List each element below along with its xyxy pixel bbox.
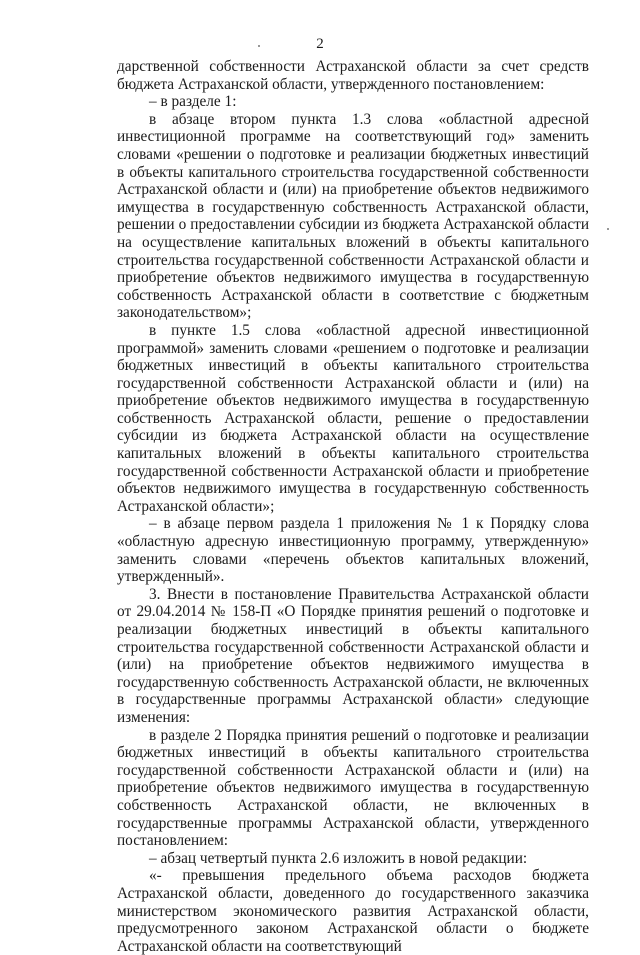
- paragraph-section-2: в разделе 2 Порядка принятия решений о подготовке и реализации бюджетных инвестиций в объекты капитального строительства государственной собственности Астраханской области и (или) на приобретение объектов недвижимого имущества в государственную собственность Астраханской области, не включенных в государственные программы Астраханской области, утвержденного постановлением:: [117, 726, 589, 850]
- page-number: 2: [316, 36, 324, 52]
- paragraph-item-2-6: – абзац четвертый пункта 2.6 изложить в новой редакции:: [149, 849, 528, 867]
- paragraph-section-1: – в разделе 1:: [149, 93, 237, 111]
- paragraph-item-1-3: в абзаце втором пункта 1.3 слова «областной адресной инвестиционной программе на соответствующий год» заменить словами «решении о подготовке и реализации бюджетных инвестиций в объекты капитального строительства государственной собственности Астраханской области и (или) на приобретение объектов недвижимого имущества в государственную собственность Астраханской области, решении о предоставлении субсидии из бюджета Астраханской области на осуществление капитальных вложений в объекты капитального строительства государственной собственности Астраханской области и приобретение объектов недвижимого имущества в государственную собственность Астраханской области в соответствие с бюджетным законодательством»;: [117, 110, 589, 322]
- paragraph-point-3: 3. Внести в постановление Правительства Астраханской области от 29.04.2014 № 158-П «О Порядке принятия решений о подготовке и реализации бюджетных инвестиций в объекты капитального строительства государственной собственности Астраханской области и (или) на приобретение объектов недвижимого имущества в государственную собственность Астраханской области, не включенных в государственные программы Астраханской области» следующие изменения:: [117, 585, 589, 726]
- paragraph-appendix-1: – в абзаце первом раздела 1 приложения № 1 к Порядку слова «областную адресную инвестиционную программу, утвержденную» заменить словами «перечень объектов капитальных вложений, утвержденный».: [117, 515, 589, 586]
- paragraph-item-1-5: в пункте 1.5 слова «областной адресной инвестиционной программой» заменить словами «решением о подготовке и реализации бюджетных инвестиций в объекты капитального строительства государственной собственности Астраханской области и (или) на приобретение объектов недвижимого имущества в государственную собственность Астраханской области, решение о предоставлении субсидии из бюджета Астраханской области на осуществление капитальных вложений в объекты капитального строительства государственной собственности Астраханской области и приобретение объектов недвижимого имущества в государственную собственность Астраханской области»;: [117, 321, 589, 515]
- scan-speck: [258, 45, 260, 47]
- document-body: [117, 58, 589, 955]
- paragraph-continuation: дарственной собственности Астраханской области за счет средств бюджета Астраханской области, утвержденного постановлением:: [117, 58, 589, 93]
- scan-speck: [607, 228, 609, 230]
- paragraph-quoted-text: «- превышения предельного объема расходов бюджета Астраханской области, доведенного до государственного заказчика министерством экономического развития Астраханской области, предусмотренного законом Астраханской области о бюджете Астраханской области на соответствующий: [117, 867, 589, 955]
